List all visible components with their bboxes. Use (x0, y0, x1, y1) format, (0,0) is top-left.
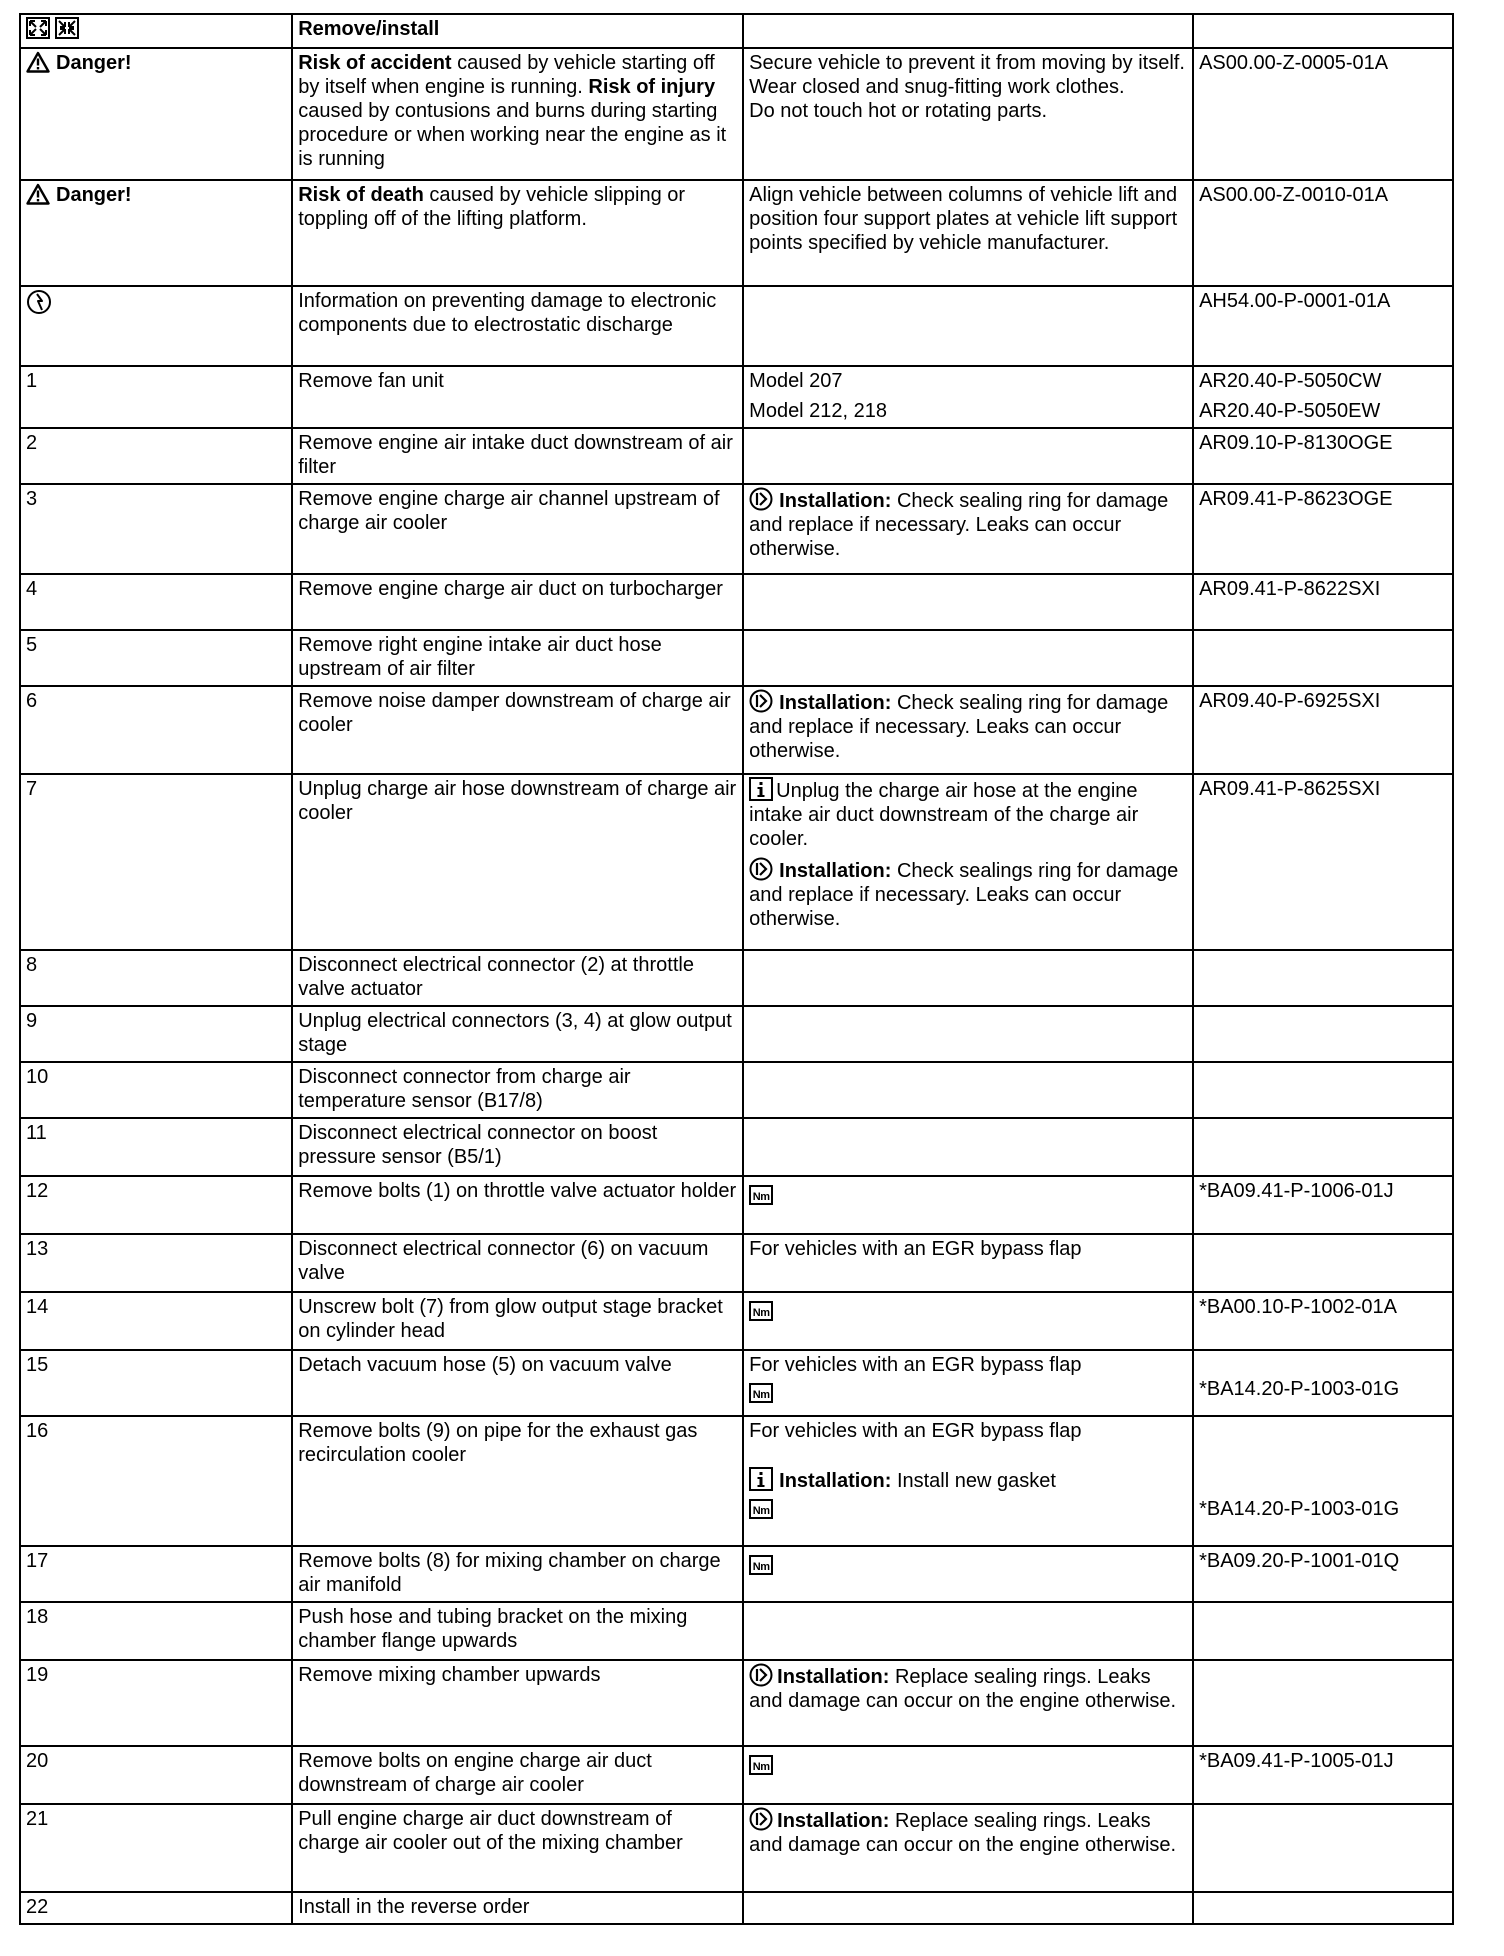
step-text: Unplug electrical connectors (3, 4) at glow output stage (292, 1006, 743, 1062)
step-ref (1193, 1062, 1453, 1118)
danger-measures: Align vehicle between columns of vehicle lift and position four support plates at vehicle lift support points specified by vehicle manufacturer. (743, 180, 1193, 286)
torque-nm-icon: Nm (749, 1555, 773, 1575)
step-text: Remove engine air intake duct downstream of air filter (292, 428, 743, 484)
step-text: Unscrew bolt (7) from glow output stage bracket on cylinder head (292, 1292, 743, 1350)
step-text: Pull engine charge air duct downstream of charge air cooler out of the mixing chamber (292, 1804, 743, 1892)
step-row (20, 1746, 1453, 1804)
procedure-table (19, 13, 1454, 1925)
header-title: Remove/install (292, 14, 743, 48)
step-number: 20 (20, 1746, 292, 1804)
step-row (20, 1006, 1453, 1062)
step-ref (1193, 1892, 1453, 1924)
warning-triangle-icon (26, 183, 50, 205)
step-ref (1193, 1234, 1453, 1292)
step-row (20, 574, 1453, 630)
step-notes: Installation: Check sealing ring for damage and replace if necessary. Leaks can occur otherwise. (743, 484, 1193, 574)
step-ref[interactable]: *BA14.20-P-1003-01G (1193, 1416, 1453, 1546)
step-notes: Model 207 Model 212, 218 (743, 366, 1193, 428)
step-row (20, 630, 1453, 686)
step-row (20, 1118, 1453, 1176)
step-row (20, 1546, 1453, 1602)
step-notes (743, 1118, 1193, 1176)
step-notes (743, 1546, 1193, 1602)
step-row (20, 1176, 1453, 1234)
step-number: 8 (20, 950, 292, 1006)
danger-risk: Risk of death caused by vehicle slipping or toppling off of the lifting platform. (292, 180, 743, 286)
step-text: Unplug charge air hose downstream of charge air cooler (292, 774, 743, 950)
step-row (20, 1804, 1453, 1892)
step-text: Detach vacuum hose (5) on vacuum valve (292, 1350, 743, 1416)
step-ref[interactable]: *BA09.41-P-1005-01J (1193, 1746, 1453, 1804)
step-text: Remove bolts (9) on pipe for the exhaust gas recirculation cooler (292, 1416, 743, 1546)
step-number: 5 (20, 630, 292, 686)
step-text: Remove bolts (8) for mixing chamber on charge air manifold (292, 1546, 743, 1602)
header-empty-cell (1193, 14, 1453, 48)
warning-triangle-icon (26, 51, 50, 73)
step-number: 17 (20, 1546, 292, 1602)
danger-row (20, 180, 1453, 286)
step-ref (1193, 1804, 1453, 1892)
step-notes (743, 950, 1193, 1006)
step-number: 9 (20, 1006, 292, 1062)
step-text: Disconnect electrical connector (2) at throttle valve actuator (292, 950, 743, 1006)
step-number: 22 (20, 1892, 292, 1924)
step-notes (743, 1176, 1193, 1234)
header-icons-cell (20, 14, 292, 48)
danger-ref[interactable]: AS00.00-Z-0005-01A (1193, 48, 1453, 180)
caution-icon (749, 689, 773, 713)
step-text: Disconnect electrical connector on boost pressure sensor (B5/1) (292, 1118, 743, 1176)
step-ref[interactable]: AR20.40-P-5050CW AR20.40-P-5050EW (1193, 366, 1453, 428)
step-number: 2 (20, 428, 292, 484)
step-ref (1193, 950, 1453, 1006)
esd-icon-cell (20, 286, 292, 366)
step-notes (743, 1292, 1193, 1350)
step-text: Remove noise damper downstream of charge air cooler (292, 686, 743, 774)
danger-row (20, 48, 1453, 180)
step-ref[interactable]: AR09.41-P-8622SXI (1193, 574, 1453, 630)
step-notes: Installation: Replace sealing rings. Leaks and damage can occur on the engine otherwise. (743, 1660, 1193, 1746)
step-ref[interactable]: *BA00.10-P-1002-01A (1193, 1292, 1453, 1350)
step-row (20, 1234, 1453, 1292)
danger-risk: Risk of accident caused by vehicle starting off by itself when engine is running. Risk of injury caused by contusions and burns during starting procedure or when working near the engine as it is running (292, 48, 743, 180)
step-text: Install in the reverse order (292, 1892, 743, 1924)
step-row (20, 686, 1453, 774)
torque-nm-icon: Nm (749, 1383, 773, 1403)
torque-nm-icon: Nm (749, 1185, 773, 1205)
header-row (20, 14, 1453, 48)
step-row (20, 1660, 1453, 1746)
step-row (20, 774, 1453, 950)
danger-measures: Secure vehicle to prevent it from moving by itself. Wear closed and snug-fitting work clothes. Do not touch hot or rotating parts. (743, 48, 1193, 180)
step-ref (1193, 630, 1453, 686)
esd-ref[interactable]: AH54.00-P-0001-01A (1193, 286, 1453, 366)
step-ref (1193, 1602, 1453, 1660)
danger-label-cell (20, 180, 292, 286)
step-notes (743, 574, 1193, 630)
step-number: 15 (20, 1350, 292, 1416)
step-notes (743, 1062, 1193, 1118)
step-number: 12 (20, 1176, 292, 1234)
step-row (20, 484, 1453, 574)
step-row (20, 950, 1453, 1006)
step-notes (743, 1006, 1193, 1062)
step-ref[interactable]: *BA09.41-P-1006-01J (1193, 1176, 1453, 1234)
step-row (20, 428, 1453, 484)
step-ref[interactable]: *BA09.20-P-1001-01Q (1193, 1546, 1453, 1602)
step-row (20, 1292, 1453, 1350)
step-text: Disconnect electrical connector (6) on vacuum valve (292, 1234, 743, 1292)
caution-icon (749, 487, 773, 511)
step-number: 1 (20, 366, 292, 428)
esd-row (20, 286, 1453, 366)
step-row (20, 366, 1453, 428)
info-icon (749, 1467, 773, 1491)
step-number: 18 (20, 1602, 292, 1660)
step-notes: For vehicles with an EGR bypass flap Installation: Install new gasket Nm (743, 1416, 1193, 1546)
torque-nm-icon: Nm (749, 1755, 773, 1775)
danger-label: Danger! (56, 52, 132, 74)
step-number: 7 (20, 774, 292, 950)
step-ref (1193, 1660, 1453, 1746)
step-row (20, 1416, 1453, 1546)
step-number: 14 (20, 1292, 292, 1350)
step-row (20, 1892, 1453, 1924)
step-number: 19 (20, 1660, 292, 1746)
caution-icon (749, 1663, 773, 1687)
step-ref[interactable]: AR09.41-P-8625SXI (1193, 774, 1453, 950)
step-number: 16 (20, 1416, 292, 1546)
step-row (20, 1350, 1453, 1416)
step-text: Push hose and tubing bracket on the mixing chamber flange upwards (292, 1602, 743, 1660)
step-notes (743, 1892, 1193, 1924)
step-number: 6 (20, 686, 292, 774)
danger-label: Danger! (56, 184, 132, 206)
header-empty-cell (743, 14, 1193, 48)
step-text: Remove bolts (1) on throttle valve actuator holder (292, 1176, 743, 1234)
step-notes (743, 1602, 1193, 1660)
step-notes (743, 428, 1193, 484)
step-number: 4 (20, 574, 292, 630)
step-number: 13 (20, 1234, 292, 1292)
caution-icon (749, 857, 773, 881)
step-notes (743, 630, 1193, 686)
step-notes: Installation: Replace sealing rings. Leaks and damage can occur on the engine otherwise. (743, 1804, 1193, 1892)
step-notes: For vehicles with an EGR bypass flap Nm (743, 1350, 1193, 1416)
step-notes: Unplug the charge air hose at the engine intake air duct downstream of the charge air cooler. Installation: Check sealings ring for damage and replace if necessary. Leaks can occur otherwise. (743, 774, 1193, 950)
torque-nm-icon: Nm (749, 1301, 773, 1321)
step-number: 21 (20, 1804, 292, 1892)
remove-install-icon (26, 17, 82, 39)
step-text: Remove bolts on engine charge air duct downstream of charge air cooler (292, 1746, 743, 1804)
step-ref[interactable]: AR09.41-P-8623OGE (1193, 484, 1453, 574)
danger-label-cell (20, 48, 292, 180)
torque-nm-icon: Nm (749, 1499, 773, 1519)
step-notes: For vehicles with an EGR bypass flap (743, 1234, 1193, 1292)
step-ref[interactable]: *BA14.20-P-1003-01G (1193, 1350, 1453, 1416)
step-notes (743, 1746, 1193, 1804)
step-text: Remove engine charge air duct on turbocharger (292, 574, 743, 630)
esd-text: Information on preventing damage to electronic components due to electrostatic discharge (292, 286, 743, 366)
step-text: Remove mixing chamber upwards (292, 1660, 743, 1746)
step-text: Remove right engine intake air duct hose upstream of air filter (292, 630, 743, 686)
step-number: 3 (20, 484, 292, 574)
info-icon (749, 777, 773, 801)
step-ref[interactable]: AR09.10-P-8130OGE (1193, 428, 1453, 484)
step-ref[interactable]: AR09.40-P-6925SXI (1193, 686, 1453, 774)
step-notes: Installation: Check sealing ring for damage and replace if necessary. Leaks can occur otherwise. (743, 686, 1193, 774)
step-number: 10 (20, 1062, 292, 1118)
step-number: 11 (20, 1118, 292, 1176)
step-text: Remove engine charge air channel upstream of charge air cooler (292, 484, 743, 574)
step-row (20, 1602, 1453, 1660)
esd-warning-icon (26, 289, 52, 315)
step-ref (1193, 1118, 1453, 1176)
caution-icon (749, 1807, 773, 1831)
danger-ref[interactable]: AS00.00-Z-0010-01A (1193, 180, 1453, 286)
step-ref (1193, 1006, 1453, 1062)
step-row (20, 1062, 1453, 1118)
step-text: Disconnect connector from charge air temperature sensor (B17/8) (292, 1062, 743, 1118)
step-text: Remove fan unit (292, 366, 743, 428)
esd-empty (743, 286, 1193, 366)
